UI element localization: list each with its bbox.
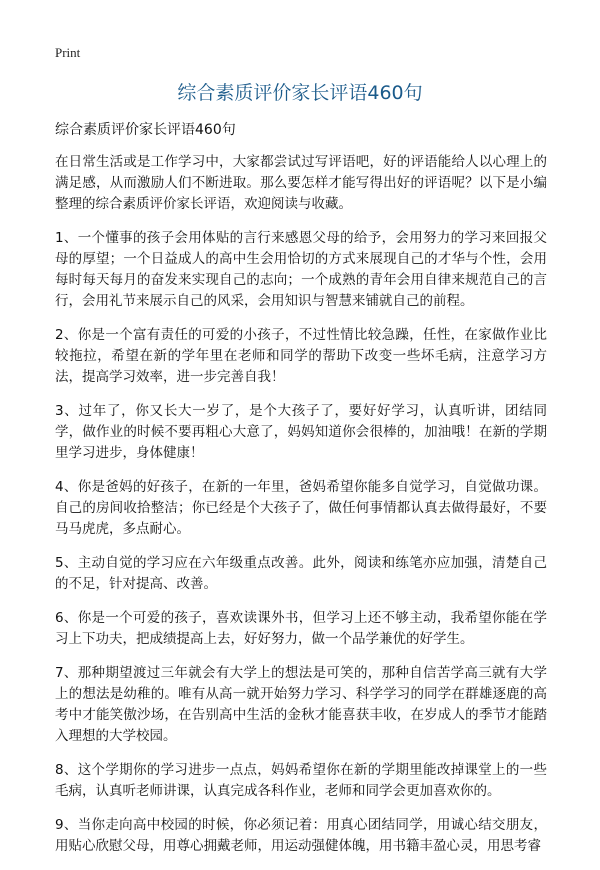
paragraph-item-2: 2、你是一个富有责任的可爱的小孩子，不过性情比较急躁，任性，在家做作业比较拖拉，希望在新的学年里在老师和同学的帮助下改变一些坏毛病，注意学习方法，提高学习效率，进一步完善自我！ bbox=[55, 327, 547, 385]
print-link[interactable]: Print bbox=[55, 45, 81, 60]
paragraph-item-6: 6、你是一个可爱的孩子，喜欢读课外书，但学习上还不够主动，我希望你能在学习上下功夫，把成绩提高上去，好好努力，做一个品学兼优的好学生。 bbox=[55, 610, 547, 647]
paragraph-item-3: 3、过年了，你又长大一岁了，是个大孩子了，要好好学习，认真听讲，团结同学，做作业的时候不要再粗心大意了，妈妈知道你会很棒的，加油哦！在新的学期里学习进步，身体健康！ bbox=[55, 403, 547, 461]
page-title: 综合素质评价家长评语460句 bbox=[177, 82, 423, 104]
document-body bbox=[55, 120, 547, 870]
paragraph-item-5: 5、主动自觉的学习应在六年级重点改善。此外，阅读和练笔亦应加强，清楚自己的不足，针对提高、改善。 bbox=[55, 555, 547, 592]
subtitle: 综合素质评价家长评语460句 bbox=[55, 122, 236, 138]
paragraph-item-4: 4、你是爸妈的好孩子，在新的一年里，爸妈希望你能多自觉学习，自觉做功课。自己的房间收拾整洁；你已经是个大孩子了，做任何事情都认真去做得最好，不要马马虎虎，多点耐心。 bbox=[55, 479, 547, 537]
paragraph-item-9: 9、当你走向高中校园的时候，你必须记着：用真心团结同学，用诚心结交朋友，用贴心欣慰父母，用尊心拥戴老师，用运动强健体魄，用书籍丰盈心灵，用思考睿 bbox=[55, 817, 547, 854]
paragraph-intro: 在日常生活或是工作学习中，大家都尝试过写评语吧，好的评语能给人以心理上的满足感，从而激励人们不断进取。那么要怎样才能写得出好的评语呢？以下是小编整理的综合素质评价家长评语，欢迎阅读与收藏。 bbox=[55, 154, 547, 212]
paragraph-item-8: 8、这个学期你的学习进步一点点，妈妈希望你在新的学期里能改掉课堂上的一些毛病，认真听老师讲课，认真完成各科作业，老师和同学会更加喜欢你的。 bbox=[55, 762, 547, 799]
paragraph-item-7: 7、那种期望渡过三年就会有大学上的想法是可笑的，那种自信苦学高三就有大学上的想法是幼稚的。唯有从高一就开始努力学习、科学学习的同学在群雄逐鹿的高考中才能笑傲沙场，在告别高中生活的金秋才能喜获丰收，在岁成人的季节才能踏入理想的大学校园。 bbox=[55, 665, 547, 744]
paragraph-item-1: 1、一个懂事的孩子会用体贴的言行来感恩父母的给予，会用努力的学习来回报父母的厚望；一个日益成人的高中生会用恰切的方式来展现自己的才华与个性，会用每时每天每月的奋发来实现自己的志向；一个成熟的青年会用自律来规范自己的言行，会用礼节来展示自己的风采，会用知识与智慧来铺就自己的前程。 bbox=[55, 230, 547, 309]
